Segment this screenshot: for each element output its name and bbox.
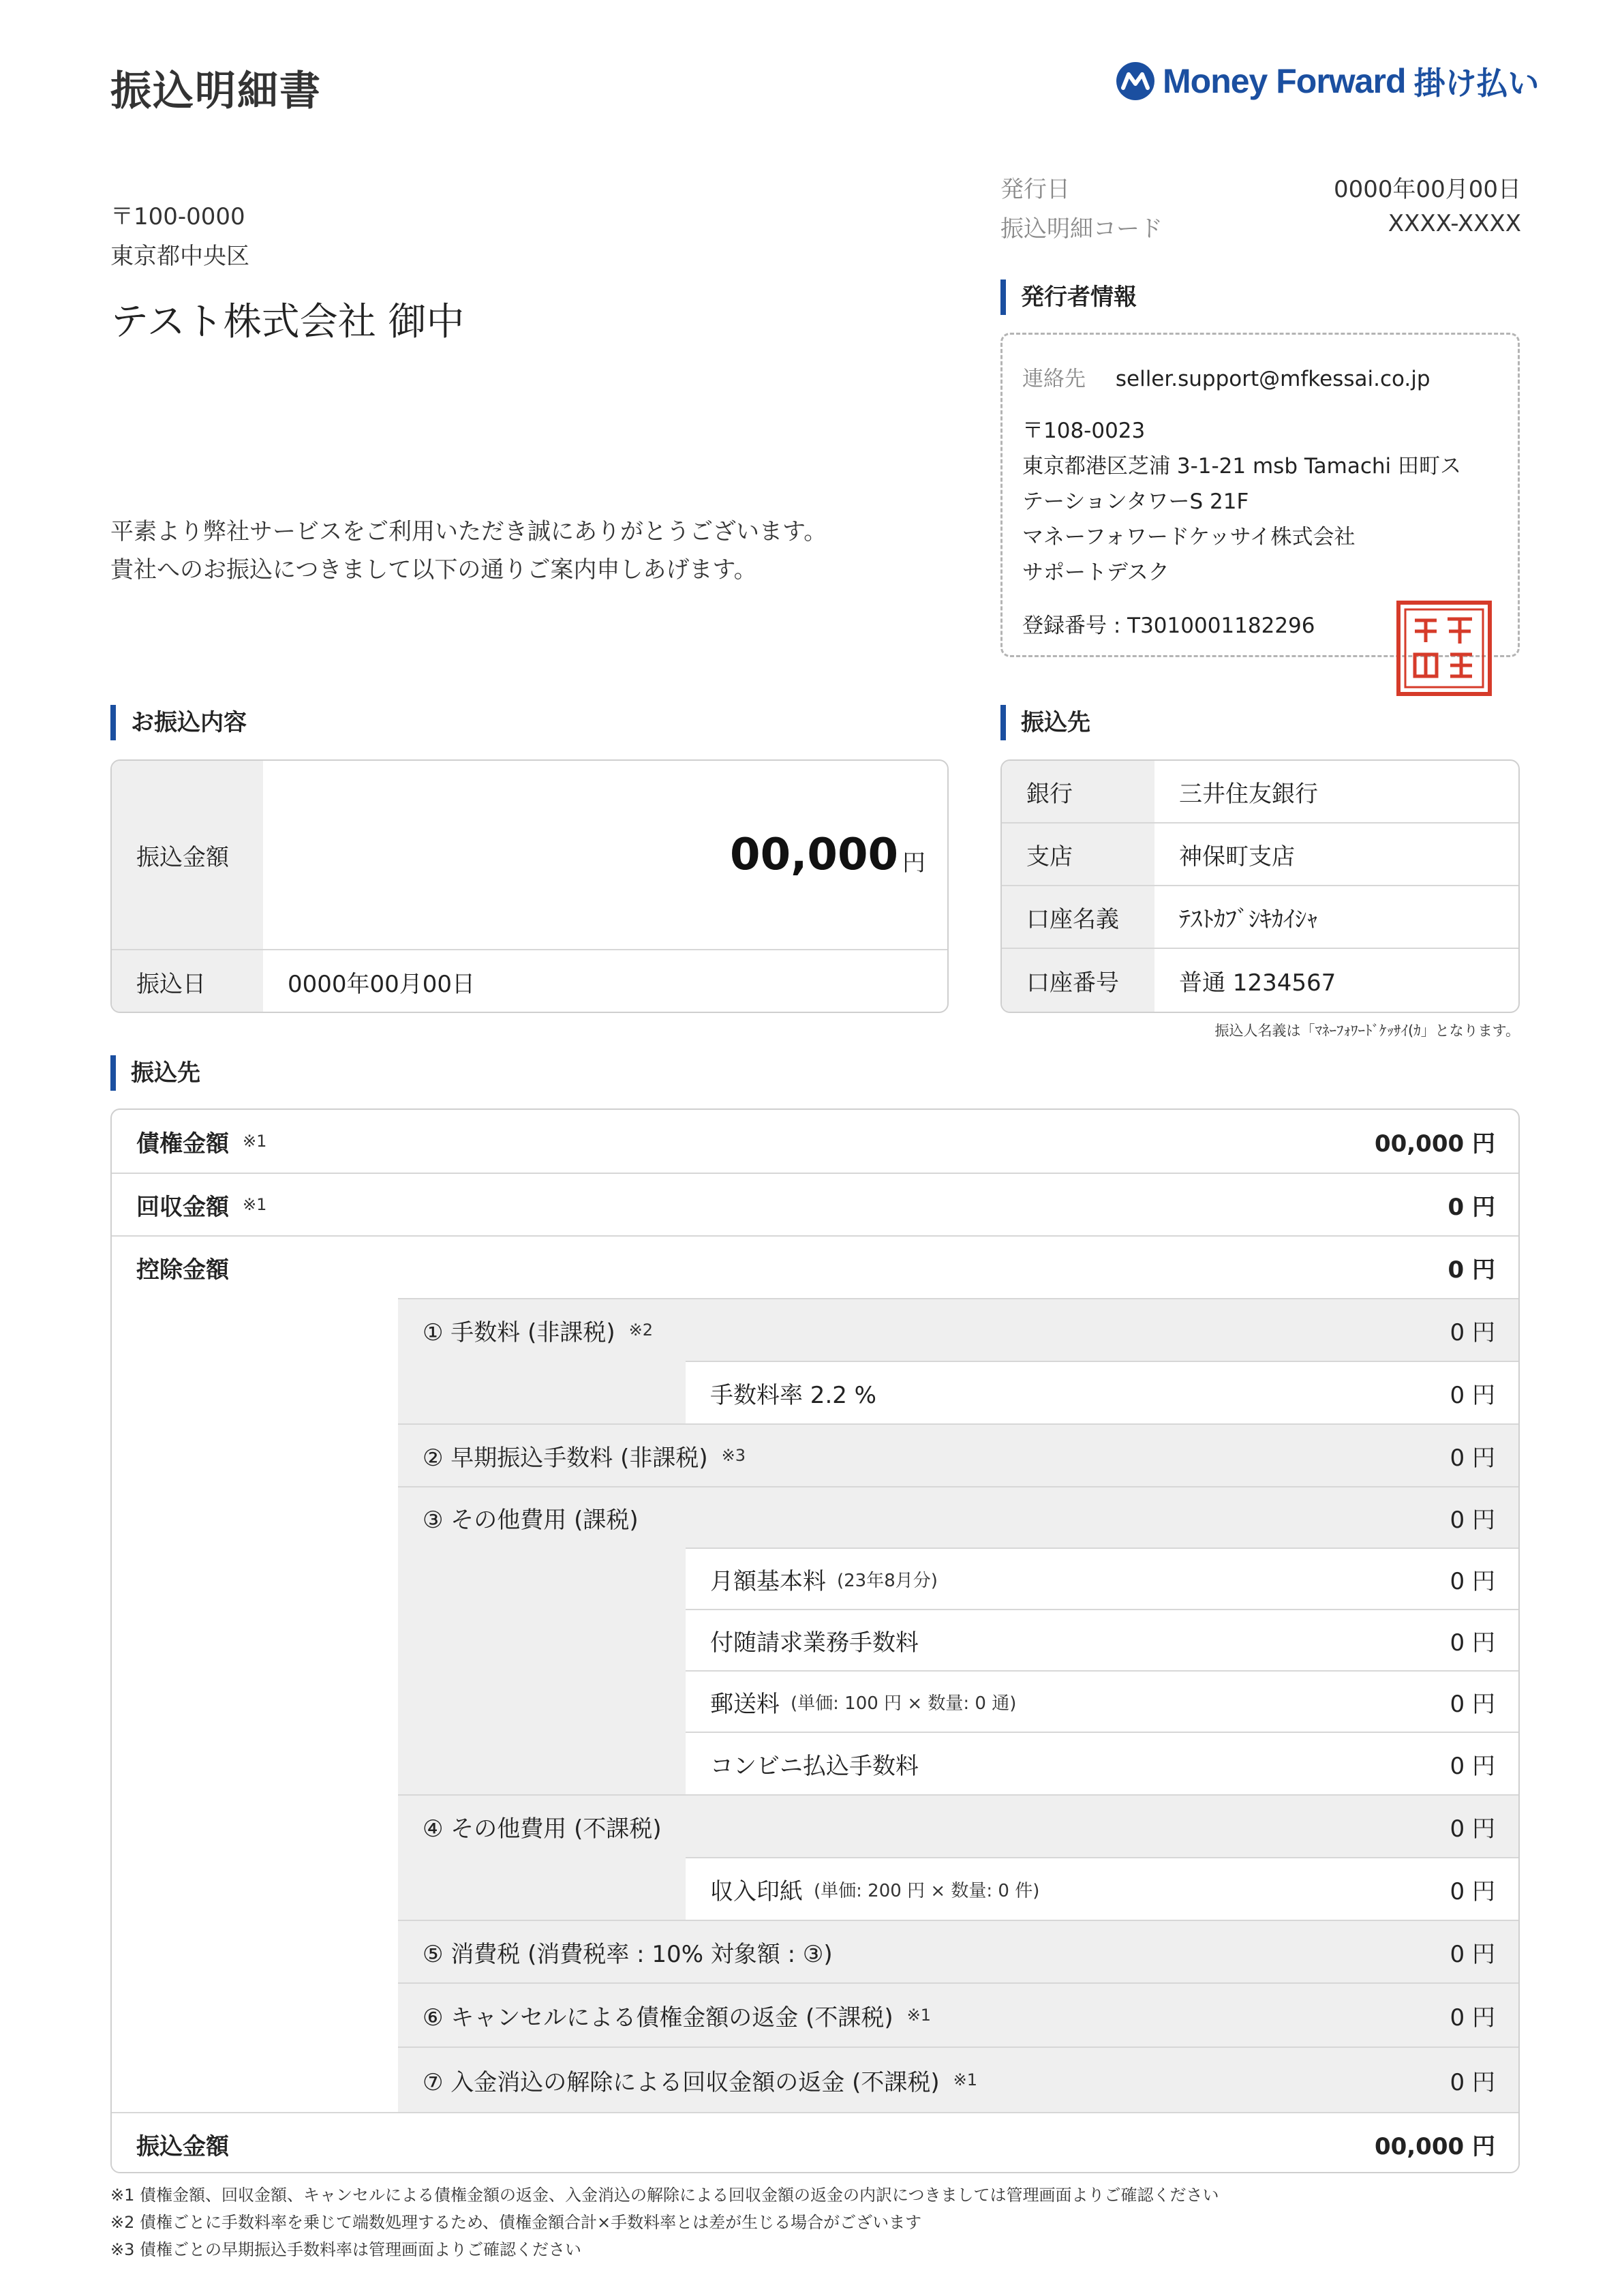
row-value: 0 円 xyxy=(1448,1193,1495,1221)
table-row xyxy=(112,1110,1518,1173)
row-note: ※1 xyxy=(906,2006,932,2025)
issuer-address-2: テーションタワーS 21F xyxy=(1022,489,1249,514)
table-row xyxy=(398,1920,1518,1982)
table-row xyxy=(686,1670,1518,1732)
company-seal-icon xyxy=(1396,600,1493,697)
footnote: ※3 債権ごとの早期振込手数料率は管理画面よりご確認ください xyxy=(110,2240,582,2259)
row-note: (23年8月分) xyxy=(837,1570,938,1591)
payment-amount-cell xyxy=(263,761,947,949)
greeting-line-2: 貴社へのお振込につきまして以下の通りご案内申しあげます。 xyxy=(110,556,757,584)
statement-code-value: XXXX-XXXX xyxy=(1388,210,1521,237)
issuer-contact-email: seller.support@mfkessai.co.jp xyxy=(1115,367,1430,391)
payment-heading: お振込内容 xyxy=(110,705,247,740)
table-row xyxy=(112,1173,1518,1235)
payment-amount-yen: 円 xyxy=(902,849,925,877)
bank-row-value: 神保町支店 xyxy=(1179,843,1295,871)
payment-amount-label: 振込金額 xyxy=(112,761,263,949)
row-value: 0 円 xyxy=(1450,2004,1495,2031)
row-label: 債権金額 xyxy=(136,1130,229,1158)
row-label: ① 手数料 (非課税) xyxy=(423,1318,615,1346)
row-label: ⑤ 消費税 (消費税率 : 10% 対象額 : ③) xyxy=(423,1940,833,1968)
payment-date-row xyxy=(112,950,947,1013)
row-value: 0 円 xyxy=(1448,1256,1495,1284)
row-note: (単価: 200 円 × 数量: 0 件) xyxy=(814,1880,1040,1901)
table-row xyxy=(398,2046,1518,2112)
table-row xyxy=(398,1298,1518,1361)
bank-row xyxy=(1002,949,1518,1012)
table-row xyxy=(686,1732,1518,1794)
row-value: 0 円 xyxy=(1450,1940,1495,1968)
recipient-postal: 〒100-0000 xyxy=(110,203,245,230)
issuer-contact xyxy=(1022,361,1430,392)
row-value: 0 円 xyxy=(1450,1318,1495,1346)
row-note: ※3 xyxy=(721,1446,746,1465)
bank-info-box xyxy=(1000,759,1520,1013)
row-label: 付随請求業務手数料 xyxy=(710,1629,919,1657)
issuer-department: サポートデスク xyxy=(1022,560,1169,585)
row-value: 0 円 xyxy=(1450,1815,1495,1843)
row-label: ⑦ 入金消込の解除による回収金額の返金 (不課税) xyxy=(423,2068,940,2096)
payment-date-value: 0000年00月00日 xyxy=(288,970,476,998)
table-row xyxy=(686,1609,1518,1670)
payment-amount-value: 00,000 xyxy=(730,830,898,880)
table-row xyxy=(112,2112,1518,2173)
bank-row-label: 口座番号 xyxy=(1002,949,1154,1012)
statement-code-label: 振込明細コード xyxy=(1000,215,1163,243)
table-row xyxy=(398,1486,1518,1547)
issuer-company: マネーフォワードケッサイ株式会社 xyxy=(1022,525,1356,549)
bank-payer-note: 振込人名義は「ﾏﾈｰﾌｫﾜｰﾄﾞｹｯｻｲ(ｶ」となります。 xyxy=(1214,1023,1520,1039)
row-value: 0 円 xyxy=(1450,2068,1495,2096)
bank-row-label: 支店 xyxy=(1002,824,1154,885)
logo-subtext: 掛け払い xyxy=(1413,65,1540,102)
row-label: 月額基本料 xyxy=(710,1567,826,1595)
table-row xyxy=(398,1982,1518,2046)
brand-logo xyxy=(1115,57,1539,105)
issuer-contact-label: 連絡先 xyxy=(1022,367,1086,391)
row-value: 0 円 xyxy=(1450,1629,1495,1657)
issuer-postal: 〒108-0023 xyxy=(1022,419,1146,443)
row-note: ※1 xyxy=(243,1195,267,1214)
money-forward-logo-icon xyxy=(1115,61,1156,102)
recipient-company: テスト株式会社 御中 xyxy=(110,300,465,344)
row-label: ③ その他費用 (課税) xyxy=(423,1506,639,1534)
bank-heading: 振込先 xyxy=(1000,705,1090,740)
bank-row xyxy=(1002,761,1518,824)
row-note: ※1 xyxy=(243,1132,267,1151)
footnote: ※2 債権ごとに手数料率を乗じて端数処理するため、債権金額合計×手数料率とは差が生じる場合がございます xyxy=(110,2213,922,2232)
row-note: (単価: 100 円 × 数量: 0 通) xyxy=(791,1693,1017,1714)
row-note: ※2 xyxy=(628,1320,654,1340)
detail-table xyxy=(110,1108,1520,2173)
bank-row-label: 口座名義 xyxy=(1002,886,1154,948)
row-label: 手数料率 2.2 % xyxy=(710,1381,876,1409)
table-row xyxy=(112,1235,1518,1298)
row-label: 回収金額 xyxy=(136,1193,229,1221)
row-label: 郵送料 xyxy=(710,1690,780,1718)
row-label: 収入印紙 xyxy=(710,1877,803,1905)
row-value: 0 円 xyxy=(1450,1444,1495,1472)
bank-row xyxy=(1002,824,1518,886)
row-label: 振込金額 xyxy=(136,2132,229,2160)
bank-row-value: 普通 1234567 xyxy=(1179,969,1336,997)
footnote: ※1 債権金額、回収金額、キャンセルによる債権金額の返金、入金消込の解除による回収金額の返金の内訳につきましては管理画面よりご確認ください xyxy=(110,2186,1219,2205)
row-label: 控除金額 xyxy=(136,1256,229,1284)
logo-text: Money Forward xyxy=(1163,62,1406,100)
table-row xyxy=(686,1857,1518,1920)
row-label: コンビニ払込手数料 xyxy=(710,1752,919,1780)
issuer-heading: 発行者情報 xyxy=(1000,280,1137,315)
row-value: 00,000 円 xyxy=(1374,1130,1495,1158)
recipient-area: 東京都中央区 xyxy=(110,243,249,270)
issuer-address-1: 東京都港区芝浦 3-1-21 msb Tamachi 田町ス xyxy=(1022,454,1462,479)
issue-date-label: 発行日 xyxy=(1000,176,1070,203)
payment-amount-row xyxy=(112,761,947,950)
row-value: 0 円 xyxy=(1450,1381,1495,1409)
table-row xyxy=(398,1794,1518,1857)
issuer-registration: 登録番号 : T3010001182296 xyxy=(1022,614,1315,638)
table-row xyxy=(686,1547,1518,1609)
payment-summary-box xyxy=(110,759,949,1013)
issue-date-value: 0000年00月00日 xyxy=(1333,176,1521,203)
row-label: ⑥ キャンセルによる債権金額の返金 (不課税) xyxy=(423,2004,893,2031)
bank-row-value: ﾃｽﾄｶﾌﾞｼｷｶｲｼｬ xyxy=(1179,905,1318,933)
greeting-line-1: 平素より弊社サービスをご利用いただき誠にありがとうございます。 xyxy=(110,518,827,545)
payment-date-label: 振込日 xyxy=(112,950,263,1013)
table-row xyxy=(686,1361,1518,1423)
row-value: 0 円 xyxy=(1450,1690,1495,1718)
row-value: 00,000 円 xyxy=(1374,2132,1495,2160)
row-note: ※1 xyxy=(953,2070,978,2089)
bank-row xyxy=(1002,886,1518,949)
row-value: 0 円 xyxy=(1450,1567,1495,1595)
row-value: 0 円 xyxy=(1450,1752,1495,1780)
row-value: 0 円 xyxy=(1450,1877,1495,1905)
bank-row-value: 三井住友銀行 xyxy=(1179,780,1318,808)
bank-row-label: 銀行 xyxy=(1002,761,1154,822)
page-title: 振込明細書 xyxy=(110,67,322,115)
detail-heading: 振込先 xyxy=(110,1055,200,1091)
row-label: ② 早期振込手数料 (非課税) xyxy=(423,1444,708,1472)
row-value: 0 円 xyxy=(1450,1506,1495,1534)
row-label: ④ その他費用 (不課税) xyxy=(423,1815,662,1843)
table-row xyxy=(398,1423,1518,1486)
